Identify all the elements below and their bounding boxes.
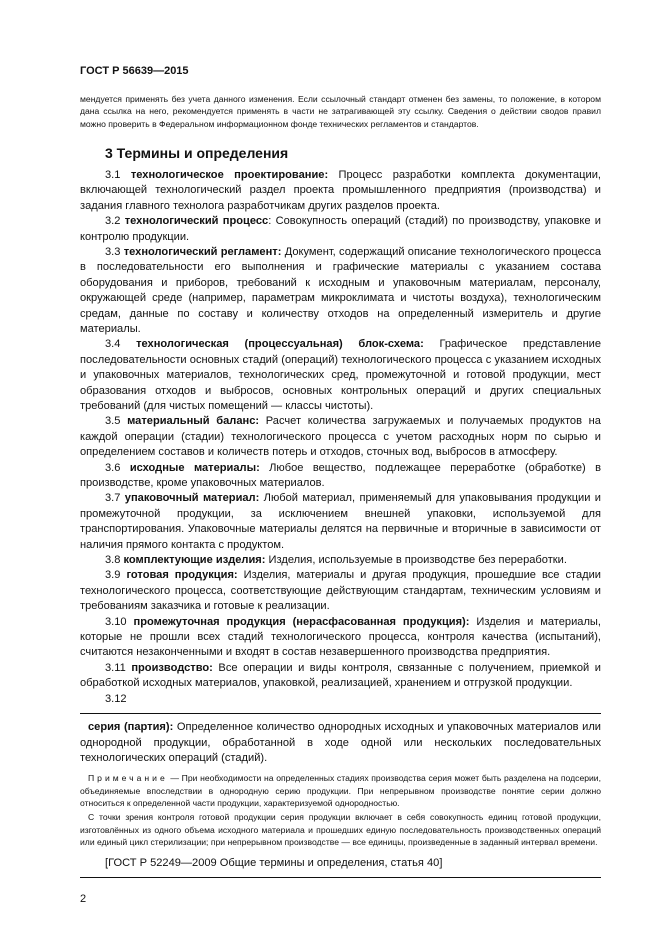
term-number: 3.5	[105, 415, 121, 428]
term-number: 3.7	[105, 492, 121, 505]
term-name: комплектующие изделия:	[123, 554, 266, 567]
term-item	[80, 615, 601, 661]
term-name: исходные материалы:	[129, 461, 260, 474]
term-name: технологический процесс	[124, 215, 269, 228]
term-definition: Любой материал, применяемый для упаковывания продукции и промежуточной продукции, за исключением внешней упаковки, используемой для транспортирования. Упаковочные материалы делятся на первичные и вторичные в зависимости от наличия прямого контакта с продуктом.	[80, 492, 601, 551]
term-definition: Изделия, используемые в производстве без переработки.	[268, 554, 567, 567]
term-name: технологический регламент:	[123, 245, 282, 258]
term-item	[80, 461, 601, 492]
terms-list	[80, 168, 601, 707]
term-definition: Документ, содержащий описание технологического процесса в последовательности его выполнения и графические материалы с указанием состава оборудования и приборов, требований к исходным и упаковочным материалам, персоналу, окружающей среде (например, параметрам микроклимата и чистоты воздуха), технологическим средам, данные по составу и количеству отходов на определенный измеритель и другие материалы.	[80, 245, 601, 335]
term-name: технологическое проектирование:	[130, 168, 329, 181]
note-text: — При необходимости на определенных стадиях производства серия может быть разделена на подсерии, объединяемые впоследствии в однородную серию продукции. При непрерывном производстве понятие серии должно относиться к определенной части продукции, характеризуемой однородностью.	[80, 773, 601, 808]
term-name: материальный баланс:	[127, 415, 260, 428]
term-item	[80, 568, 601, 614]
box-note	[80, 772, 601, 809]
page-number: 2	[80, 893, 87, 906]
term-item	[80, 491, 601, 553]
intro-paragraph: мендуется применять без учета данного изменения. Если ссылочный стандарт отменен без замены, то положение, в котором дана ссылка на него, рекомендуется применять в части не затрагивающей эту ссылку. Сведения о действии сводов правил можно проверить в Федеральном информационном фонде технических регламентов и стандартов.	[80, 94, 601, 129]
box-definition-text: Определенное количество однородных исходных и упаковочных материалов или однородной продукции, обработанной в ходе одной или нескольких последовательных технологических операций (стадий).	[80, 721, 601, 764]
box-source-reference: [ГОСТ Р 52249—2009 Общие термины и определения, статья 40]	[105, 857, 443, 870]
term-item	[80, 168, 601, 214]
term-name: упаковочный материал:	[124, 492, 260, 505]
term-item	[80, 553, 601, 568]
term-number: 3.9	[105, 569, 121, 582]
document-header: ГОСТ Р 56639—2015	[80, 65, 189, 77]
quoted-definition-box	[80, 713, 601, 878]
box-note-continued: С точки зрения контроля готовой продукции серия продукции включает в себя совокупность единиц готовой продукции, изготовлённых из одного объема исходного материала и прошедших единую последовательность производственных операций или единый цикл стерилизации; при непрерывном производстве — все единицы, произведенные в заданный интервал времени.	[80, 812, 601, 847]
term-number: 3.11	[105, 661, 126, 674]
term-number: 3.6	[105, 461, 121, 474]
term-name: технологическая (процессуальная) блок-схема:	[136, 338, 424, 351]
term-number: 3.4	[105, 338, 121, 351]
term-number: 3.12	[105, 692, 127, 705]
section-title: 3 Термины и определения	[105, 144, 289, 161]
term-definition: Изделия и материалы, которые не прошли всех стадий технологического процесса, контроля качества (испытаний), считаются незаконченными и входят в состав незавершенного производства предприятия.	[80, 615, 601, 659]
term-definition: Расчет количества загружаемых и получаемых продуктов на каждой операции (стадии) технологического процесса с учетом расходных норм по сырью и определением составов и количеств потерь и отходов, сточных вод, выбросов в атмосферу.	[80, 415, 601, 459]
term-item	[80, 692, 601, 707]
box-definition	[80, 720, 601, 766]
term-definition: Любое вещество, подлежащее переработке (обработке) в производстве, кроме упаковочных материалов.	[80, 461, 601, 490]
term-name: производство:	[131, 661, 213, 674]
note-label: Примечание	[88, 773, 168, 784]
term-definition: Графическое представление последовательности основных стадий (операций) технологического процесса с указанием исходных и упаковочных материалов, технологических сред, промежуточной и готовой продукции, мест образования отходов и выбросов, основных контрольных операций и других специальных требований (для чистых помещений — классы чистоты).	[80, 338, 601, 412]
term-item	[80, 214, 601, 245]
term-name: готовая продукция:	[126, 569, 238, 582]
term-name: промежуточная продукция (нерасфасованная продукция):	[133, 615, 470, 628]
term-item	[80, 337, 601, 414]
term-definition: Все операции и виды контроля, связанные с получением, приемкой и обработкой исходных материалов, упаковкой, реализацией, хранением и отгрузкой продукции.	[80, 661, 601, 690]
term-item	[80, 661, 601, 692]
term-item	[80, 245, 601, 337]
term-number: 3.2	[105, 215, 121, 228]
term-definition: Изделия, материалы и другая продукция, прошедшие все стадии технологического процесса, соответствующие действующим стандартам, техническим условиям и требованиям заказчика и готовые к реализации.	[80, 569, 601, 613]
term-number: 3.10	[105, 615, 127, 628]
term-number: 3.3	[105, 245, 121, 258]
term-number: 3.1	[105, 168, 121, 181]
term-number: 3.8	[105, 554, 121, 567]
term-definition: : Совокупность операций (стадий) по производству, упаковке и контролю продукции.	[80, 215, 601, 243]
term-item	[80, 414, 601, 460]
box-term: серия (партия):	[88, 721, 174, 734]
term-definition: Процесс разработки комплекта документации, включающей технологический раздел проекта промышленного предприятия (производства) и задания главного технолога разработчикам других разделов проекта.	[80, 168, 601, 212]
